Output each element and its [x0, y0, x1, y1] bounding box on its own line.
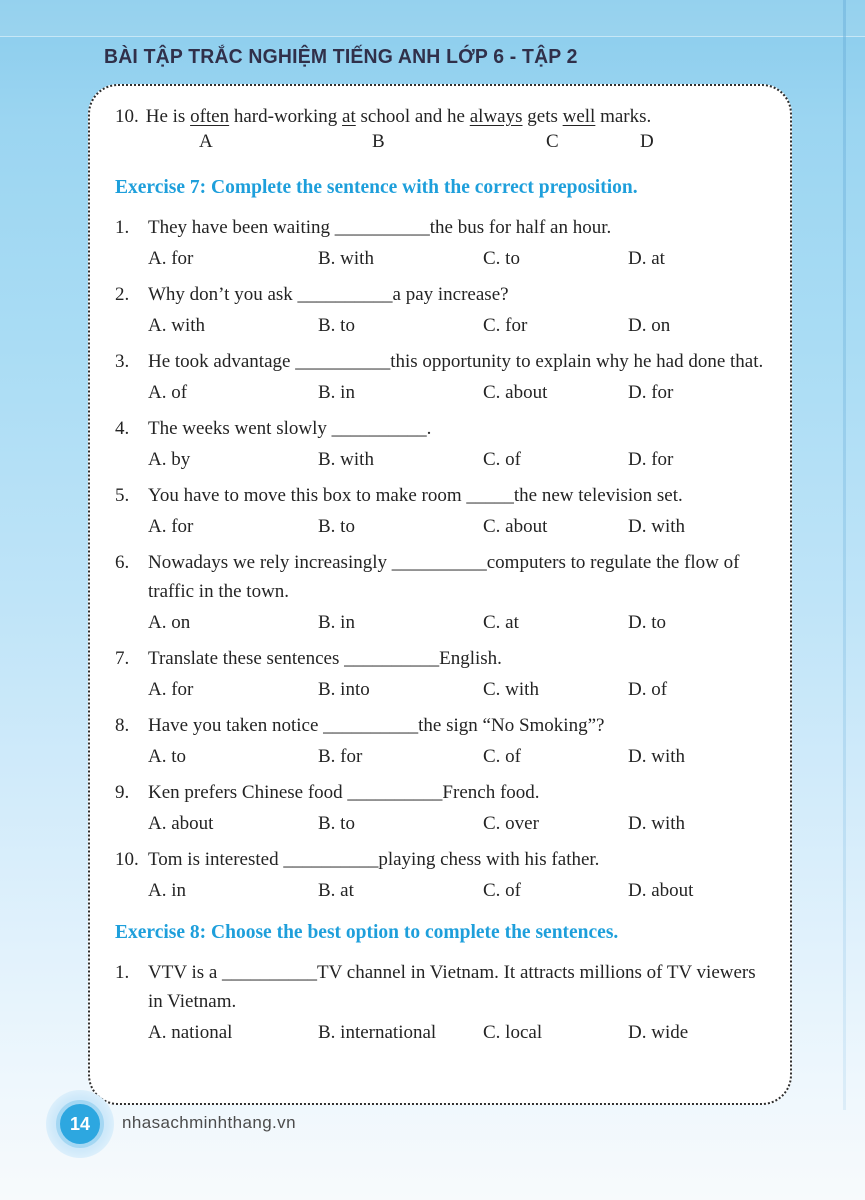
option-a: A. in — [148, 880, 186, 901]
page-number-badge — [46, 1090, 114, 1158]
options-row — [148, 512, 764, 541]
option-b: B. to — [318, 516, 355, 537]
option-b: B. to — [318, 315, 355, 336]
ex7-question-9 — [115, 778, 764, 838]
ex7-question-3 — [115, 347, 764, 407]
sentence-part: He is — [145, 106, 191, 127]
option-c: C. about — [483, 382, 548, 403]
sentence-part: marks. — [595, 106, 652, 127]
page-number: 14 — [56, 1100, 104, 1148]
options-row — [148, 608, 764, 637]
option-c: C. of — [483, 449, 521, 470]
exercise8-title: Exercise 8: Choose the best option to complete the sentences. — [115, 922, 619, 943]
options-row — [148, 244, 764, 273]
option-b: B. into — [318, 679, 370, 700]
question-number: 5. — [115, 485, 130, 506]
option-d: D. for — [628, 449, 674, 470]
options-row — [148, 378, 764, 407]
option-a: A. to — [148, 746, 186, 767]
underlined-word-b: at — [342, 106, 356, 127]
question-number: 7. — [115, 648, 130, 669]
options-row — [148, 1018, 764, 1047]
exercise7-title: Exercise 7: Complete the sentence with the correct preposition. — [115, 177, 638, 198]
options-row — [148, 876, 764, 905]
option-b: B. in — [318, 612, 355, 633]
question-number: 1. — [115, 962, 130, 983]
option-c: C. with — [483, 679, 539, 700]
question-text: Nowadays we rely increasingly __________computers to regulate the flow of traffic in the town. — [148, 552, 740, 602]
option-a: A. national — [148, 1022, 233, 1043]
option-a: A. of — [148, 382, 188, 403]
sentence-part: gets — [522, 106, 563, 127]
underlined-word-d: well — [562, 106, 596, 127]
option-a: A. about — [148, 813, 214, 834]
question-text: You have to move this box to make room _____the new television set. — [148, 485, 683, 506]
options-row — [148, 311, 764, 340]
option-d: D. with — [628, 516, 685, 537]
ex7-question-7 — [115, 644, 764, 704]
question-text: Tom is interested __________playing chess with his father. — [148, 849, 600, 870]
ex8-question-1 — [115, 958, 764, 1047]
option-c: C. over — [483, 813, 539, 834]
sentence-part: school and he — [355, 106, 470, 127]
option-c: C. for — [483, 315, 528, 336]
option-d: D. at — [628, 248, 665, 269]
option-b: B. with — [318, 449, 374, 470]
question-number: 1. — [115, 217, 130, 238]
option-b: B. international — [318, 1022, 437, 1043]
underlined-word-a: often — [190, 106, 230, 127]
question-number: 6. — [115, 552, 130, 573]
option-c: C. about — [483, 516, 548, 537]
option-c: C. local — [483, 1022, 543, 1043]
question-number: 9. — [115, 782, 130, 803]
question-number: 2. — [115, 284, 130, 305]
option-b: B. in — [318, 382, 355, 403]
ex7-question-8 — [115, 711, 764, 771]
option-d: D. with — [628, 746, 685, 767]
option-b: B. to — [318, 813, 355, 834]
options-row — [148, 742, 764, 771]
ex7-question-6 — [115, 548, 764, 637]
option-b: B. with — [318, 248, 374, 269]
ex7-question-1 — [115, 213, 764, 273]
question-text: Translate these sentences __________English. — [148, 648, 502, 669]
option-d: D. to — [628, 612, 666, 633]
option-b: B. at — [318, 880, 354, 901]
answer-letter-row — [115, 131, 764, 160]
question-text: The weeks went slowly __________. — [148, 418, 432, 439]
options-row — [148, 445, 764, 474]
question-sentence — [115, 102, 764, 131]
option-d: D. on — [628, 315, 671, 336]
option-a: A. for — [148, 679, 194, 700]
sentence-part: hard-working — [229, 106, 343, 127]
option-d: D. about — [628, 880, 694, 901]
question-text: Why don’t you ask __________a pay increase? — [148, 284, 509, 305]
ex7-question-5 — [115, 481, 764, 541]
question-text: Have you taken notice __________the sign “No Smoking”? — [148, 715, 605, 736]
question-text: He took advantage __________this opportunity to explain why he had done that. — [148, 351, 764, 372]
option-a: A. by — [148, 449, 191, 470]
options-row — [148, 675, 764, 704]
question-text: They have been waiting __________the bus for half an hour. — [148, 217, 612, 238]
option-a: A. for — [148, 516, 194, 537]
option-d: D. for — [628, 382, 674, 403]
page-title: BÀI TẬP TRẮC NGHIỆM TIẾNG ANH LỚP 6 - TẬP 2 — [104, 46, 578, 68]
letter-d: D — [640, 131, 654, 152]
option-b: B. for — [318, 746, 363, 767]
underlined-word-c: always — [469, 106, 523, 127]
question-number: 8. — [115, 715, 130, 736]
question-number: 10. — [115, 849, 139, 870]
website-label: nhasachminhthang.vn — [122, 1113, 296, 1132]
option-a: A. for — [148, 248, 194, 269]
option-c: C. at — [483, 612, 519, 633]
question-text: Ken prefers Chinese food __________French food. — [148, 782, 540, 803]
option-c: C. of — [483, 746, 521, 767]
question-item-10 — [115, 102, 764, 160]
option-c: C. of — [483, 880, 521, 901]
option-a: A. on — [148, 612, 191, 633]
letter-a: A — [199, 131, 213, 152]
ex7-question-10 — [115, 845, 764, 905]
question-text: VTV is a __________TV channel in Vietnam. It attracts millions of TV viewers in Vietnam. — [148, 962, 756, 1012]
options-row — [148, 809, 764, 838]
letter-c: C — [546, 131, 559, 152]
option-a: A. with — [148, 315, 205, 336]
option-c: C. to — [483, 248, 520, 269]
option-d: D. with — [628, 813, 685, 834]
question-number: 10. — [115, 106, 139, 127]
page-edge-line — [843, 0, 846, 1110]
ex7-question-4 — [115, 414, 764, 474]
top-strip — [0, 0, 865, 37]
question-number: 4. — [115, 418, 130, 439]
exercise-box — [88, 84, 792, 1105]
option-d: D. of — [628, 679, 668, 700]
ex7-question-2 — [115, 280, 764, 340]
letter-b: B — [372, 131, 385, 152]
option-d: D. wide — [628, 1022, 689, 1043]
question-number: 3. — [115, 351, 130, 372]
